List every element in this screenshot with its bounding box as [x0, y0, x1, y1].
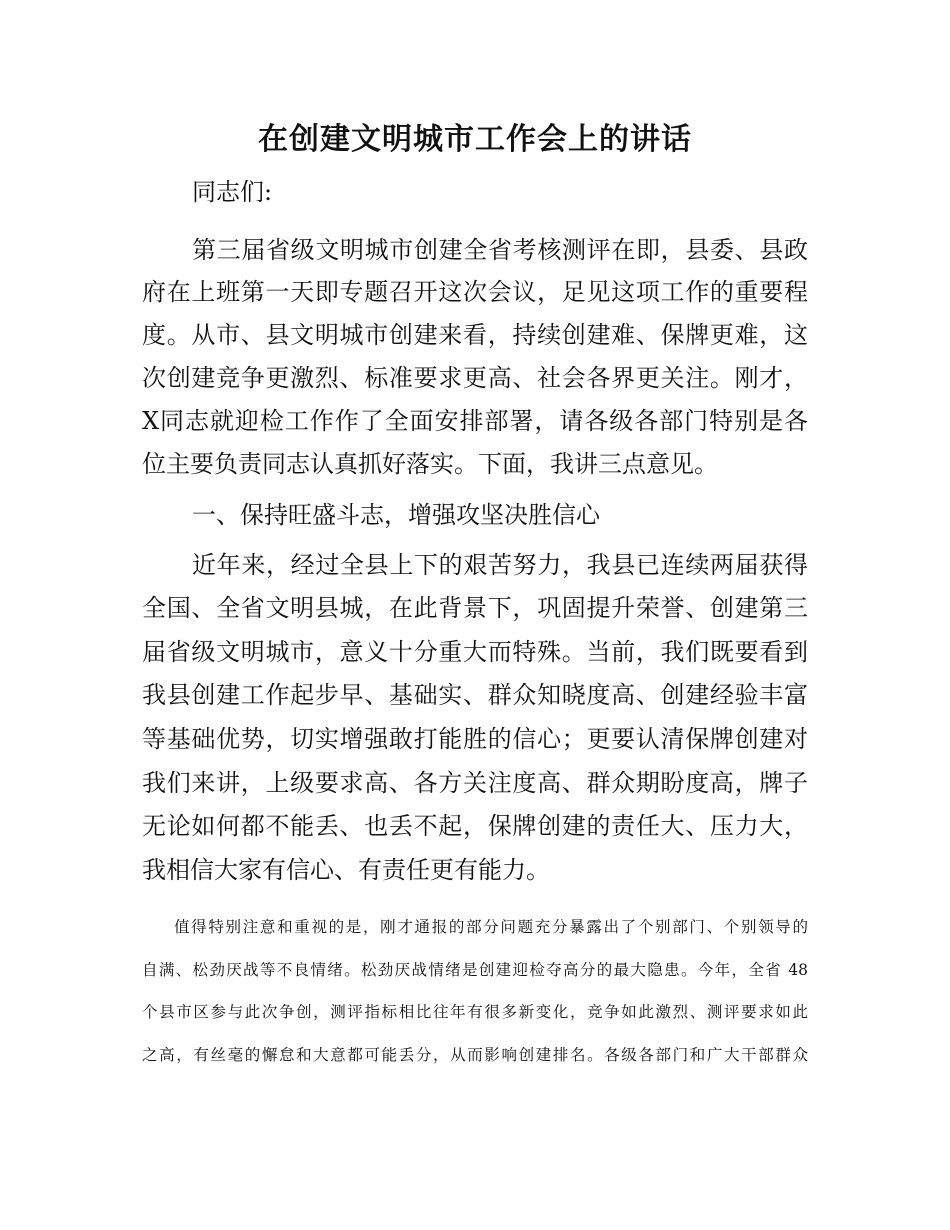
section-heading-1: 一、保持旺盛斗志，增强攻坚决胜信心	[192, 501, 600, 529]
document-title: 在创建文明城市工作会上的讲话	[258, 122, 692, 157]
paragraph-line: 值得特别注意和重视的是，刚才通报的部分问题充分暴露出了个别部门、个别领导的	[174, 918, 808, 936]
paragraph-line: 个县市区参与此次争创，测评指标相比往年有很多新变化，竞争如此激烈、测评要求如此	[142, 1003, 808, 1021]
paragraph-line: 等基础优势，切实增强敢打能胜的信心；更要认清保牌创建对	[142, 725, 808, 753]
paragraph-line: 府在上班第一天即专题召开这次会议，足见这项工作的重要程	[142, 278, 808, 306]
paragraph-line: 自满、松劲厌战等不良情绪。松劲厌战情绪是创建迎检夺高分的最大隐患。今年，全省 48	[142, 961, 808, 979]
paragraph-line: 之高，有丝毫的懈怠和大意都可能丢分，从而影响创建排名。各级各部门和广大干部群众	[142, 1046, 808, 1064]
paragraph-line: 次创建竞争更激烈、标准要求更高、社会各界更关注。刚才，	[142, 364, 808, 392]
salutation: 同志们:	[192, 178, 273, 206]
paragraph-line: 届省级文明城市，意义十分重大而特殊。当前，我们既要看到	[142, 638, 808, 666]
paragraph-line: 近年来，经过全县上下的艰苦努力，我县已连续两届获得	[192, 551, 808, 579]
paragraph-line: X同志就迎检工作作了全面安排部署，请各级各部门特别是各	[142, 407, 808, 435]
paragraph-line: 全国、全省文明县城，在此背景下，巩固提升荣誉、创建第三	[142, 594, 808, 622]
paragraph-line: 位主要负责同志认真抓好落实。下面，我讲三点意见。	[142, 450, 718, 478]
paragraph-line: 我们来讲，上级要求高、各方关注度高、群众期盼度高，牌子	[142, 769, 808, 797]
paragraph-line: 无论如何都不能丢、也丢不起，保牌创建的责任大、压力大，	[142, 812, 808, 840]
paragraph-line: 第三届省级文明城市创建全省考核测评在即，县委、县政	[192, 236, 808, 264]
paragraph-line: 度。从市、县文明城市创建来看，持续创建难、保牌更难，这	[142, 321, 808, 349]
paragraph-line: 我县创建工作起步早、基础实、群众知晓度高、创建经验丰富	[142, 681, 808, 709]
paragraph-line: 我相信大家有信心、有责任更有能力。	[142, 856, 550, 884]
